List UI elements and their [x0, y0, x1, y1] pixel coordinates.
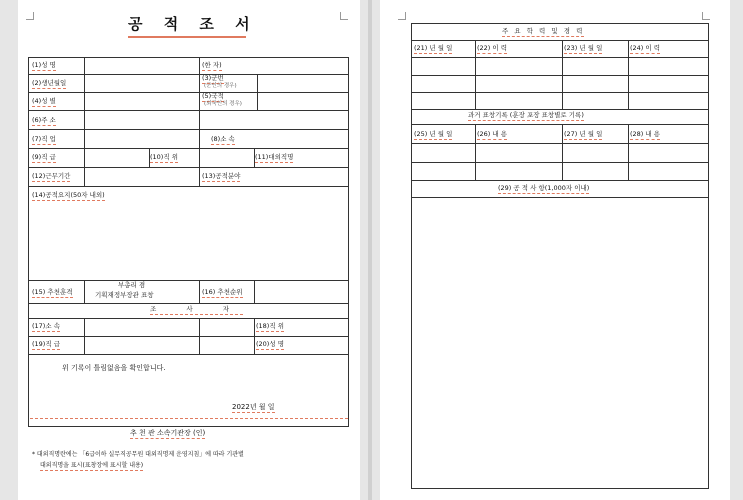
corner-mark — [340, 12, 348, 20]
award-header-2: (26) 내 용 — [477, 130, 508, 138]
label-job: (7)직 업 — [32, 135, 56, 143]
label-position: (10)직 위 — [150, 153, 178, 161]
label-affiliation: (8)소 속 — [211, 135, 235, 143]
award-header-1: (25) 년 월 일 — [414, 130, 453, 138]
label-birth: (2)생년월일 — [32, 79, 67, 87]
footnote-line1: * 대외직명란에는 「6급이하 실무직공무원 대외직명제 운영지침」에 따라 기관별 — [32, 451, 244, 458]
corner-mark — [702, 12, 710, 20]
ministry-line1: 부총리 겸 — [118, 281, 146, 289]
corner-mark — [398, 12, 406, 20]
footnote-line2: 대외직명을 표시(표창장에 표시할 내용) — [40, 462, 144, 469]
label-gender: (4)성 별 — [32, 97, 56, 105]
form-title: 공 적 조 서 — [128, 15, 258, 33]
career-title: 주 요 학 력 및 경 력 — [502, 27, 585, 35]
investigator-heading: 조 사 자 — [150, 305, 243, 313]
label-inv-grade: (19)직 급 — [32, 340, 60, 348]
award-header-4: (28) 내 용 — [630, 130, 661, 138]
page-separator — [368, 0, 372, 500]
career-header-2: (22) 이 력 — [477, 44, 508, 52]
career-header-3: (23) 년 월 일 — [564, 44, 603, 52]
label-inv-affiliation: (17)소 속 — [32, 322, 60, 330]
note-nationality: (외국인의 경우) — [204, 101, 242, 107]
label-inv-name: (20)성 명 — [256, 340, 284, 348]
career-table — [411, 23, 709, 489]
corner-mark — [26, 12, 34, 20]
label-service-period: (12)근무기간 — [32, 172, 71, 180]
label-name: (1)성 명 — [32, 61, 56, 69]
left-page — [18, 0, 360, 500]
signer-text: 추 천 관 소속기관장 (인) — [130, 429, 206, 437]
label-nationality: (5)국적 — [202, 92, 224, 100]
label-merit-summary: (14)공적요지(50자 내외) — [32, 191, 105, 199]
career-header-1: (21) 년 월 일 — [414, 44, 453, 52]
label-address: (6)주 소 — [32, 116, 56, 124]
label-service-no: (3)군번 — [202, 74, 224, 82]
label-inv-position: (18)직 위 — [256, 322, 284, 330]
label-rep-position: (11)대외직명 — [255, 153, 294, 161]
right-page — [380, 0, 730, 500]
note-service-no: (군인의 경우) — [204, 83, 237, 89]
label-recommend-type: (15) 추천훈격 — [32, 288, 73, 296]
label-hanja: (한 자) — [202, 61, 222, 69]
date-text: 2022년 월 일 — [232, 403, 275, 411]
label-grade: (9)직 급 — [32, 153, 56, 161]
career-header-4: (24) 이 력 — [630, 44, 661, 52]
separator-dash — [30, 418, 348, 419]
confirm-text: 위 기록이 틀림없음을 확인합니다. — [62, 364, 166, 372]
label-recommend-rank: (16) 추천순위 — [202, 288, 243, 296]
merit-title: (29) 공 적 사 항(1,000자 이내) — [498, 184, 590, 192]
award-header-3: (27) 년 월 일 — [564, 130, 603, 138]
label-merit-field: (13)공적분야 — [202, 172, 241, 180]
title-underline — [128, 36, 246, 38]
ministry-line2: 기획재정부장관 표창 — [95, 291, 154, 299]
award-title: 과거 표창기록 (훈장 포장 표창별로 기록) — [468, 111, 584, 119]
